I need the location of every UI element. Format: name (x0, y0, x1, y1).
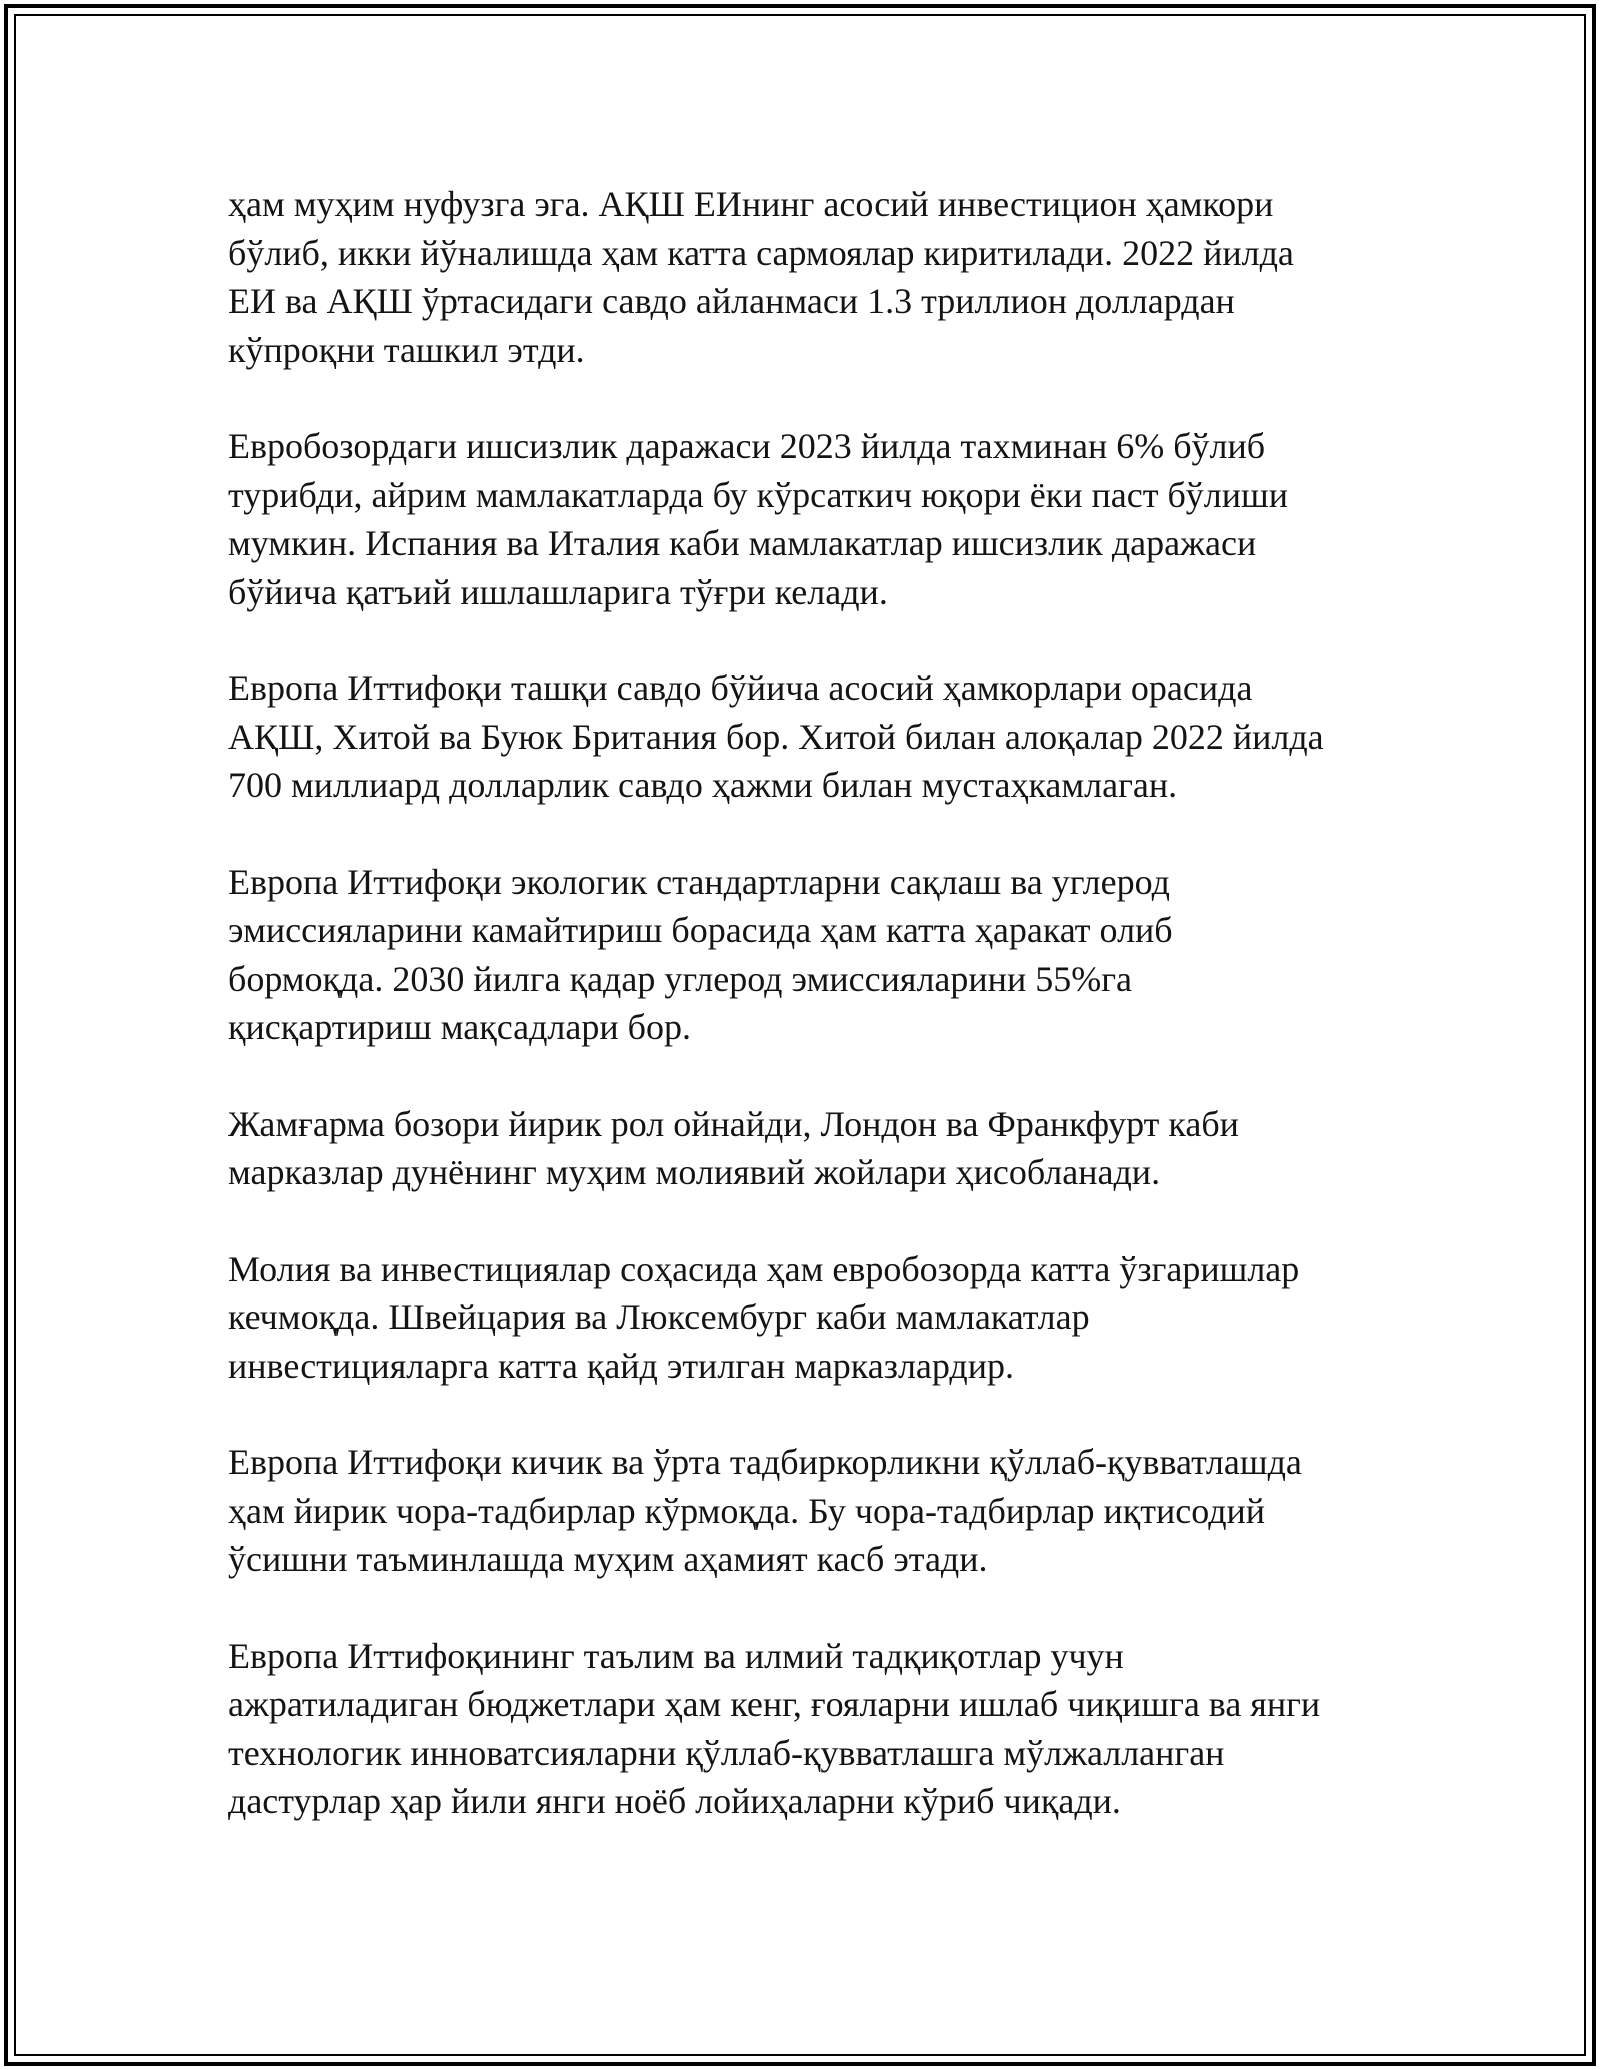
text-line: АҚШ, Хитой ва Буюк Британия бор. Хитой билан алоқалар 2022 йилда (228, 716, 1324, 757)
text-line: инвестицияларга катта қайд этилган марказлардир. (228, 1345, 1015, 1386)
document-body (228, 180, 1388, 1826)
paragraph (228, 1632, 1388, 1826)
text-line: Молия ва инвестициялар соҳасида ҳам евробозорда катта ўзгаришлар (228, 1248, 1300, 1289)
text-line: Европа Иттифоқининг таълим ва илмий тадқиқотлар учун (228, 1635, 1124, 1676)
text-line: Европа Иттифоқи кичик ва ўрта тадбиркорликни қўллаб-қувватлашда (228, 1442, 1302, 1482)
paragraph (228, 422, 1388, 616)
text-line: кечмоқда. Швейцария ва Люксембург каби мамлакатлар (228, 1297, 1090, 1337)
text-line: Жамғарма бозори йирик рол ойнайди, Лондон ва Франкфурт каби (228, 1103, 1239, 1144)
paragraph (228, 1245, 1388, 1391)
text-line: ажратиладиган бюджетлари ҳам кенг, ғояларни ишлаб чиқишга ва янги (228, 1684, 1321, 1724)
paragraph (228, 180, 1388, 374)
paragraph (228, 1100, 1388, 1197)
text-line: Евробозордаги ишсизлик даражаси 2023 йилда тахминан 6% бўлиб (228, 426, 1266, 466)
text-line: ўсишни таъминлашда муҳим аҳамият касб этади. (228, 1539, 988, 1579)
text-line: эмиссияларини камайтириш борасида ҳам катта ҳаракат олиб (228, 910, 1173, 950)
text-line: дастурлар ҳар йили янги ноёб лойиҳаларни кўриб чиқади. (228, 1781, 1121, 1821)
text-line: қисқартириш мақсадлари бор. (228, 1007, 691, 1047)
paragraph (228, 664, 1388, 810)
text-line: турибди, айрим мамлакатларда бу кўрсаткич юқори ёки паст бўлиши (228, 474, 1289, 515)
text-line: Европа Иттифоқи ташқи савдо бўйича асосий ҳамкорлари орасида (228, 668, 1253, 708)
text-line: бўйича қатъий ишлашларига тўғри келади. (228, 571, 888, 612)
text-line: кўпроқни ташкил этди. (228, 329, 585, 370)
text-line: технологик инноватсияларни қўллаб-қувватлашга мўлжалланган (228, 1732, 1225, 1773)
text-line: ЕИ ва АҚШ ўртасидаги савдо айланмаси 1.3 триллион доллардан (228, 281, 1235, 321)
text-line: бўлиб, икки йўналишда ҳам катта сармоялар киритилади. 2022 йилда (228, 232, 1294, 273)
text-line: Европа Иттифоқи экологик стандартларни сақлаш ва углерод (228, 861, 1170, 902)
text-line: бормоқда. 2030 йилга қадар углерод эмиссияларини 55%га (228, 958, 1132, 999)
paragraph (228, 1438, 1388, 1584)
paragraph (228, 858, 1388, 1052)
text-line: марказлар дунёнинг муҳим молиявий жойлари ҳисобланади. (228, 1152, 1161, 1192)
text-line: ҳам муҳим нуфузга эга. АҚШ ЕИнинг асосий инвестицион ҳамкори (228, 184, 1274, 224)
text-line: мумкин. Испания ва Италия каби мамлакатлар ишсизлик даражаси (228, 523, 1257, 563)
text-line: ҳам йирик чора-тадбирлар кўрмоқда. Бу чора-тадбирлар иқтисодий (228, 1490, 1266, 1531)
text-line: 700 миллиард долларлик савдо ҳажми билан мустаҳкамлаган. (228, 765, 1178, 805)
